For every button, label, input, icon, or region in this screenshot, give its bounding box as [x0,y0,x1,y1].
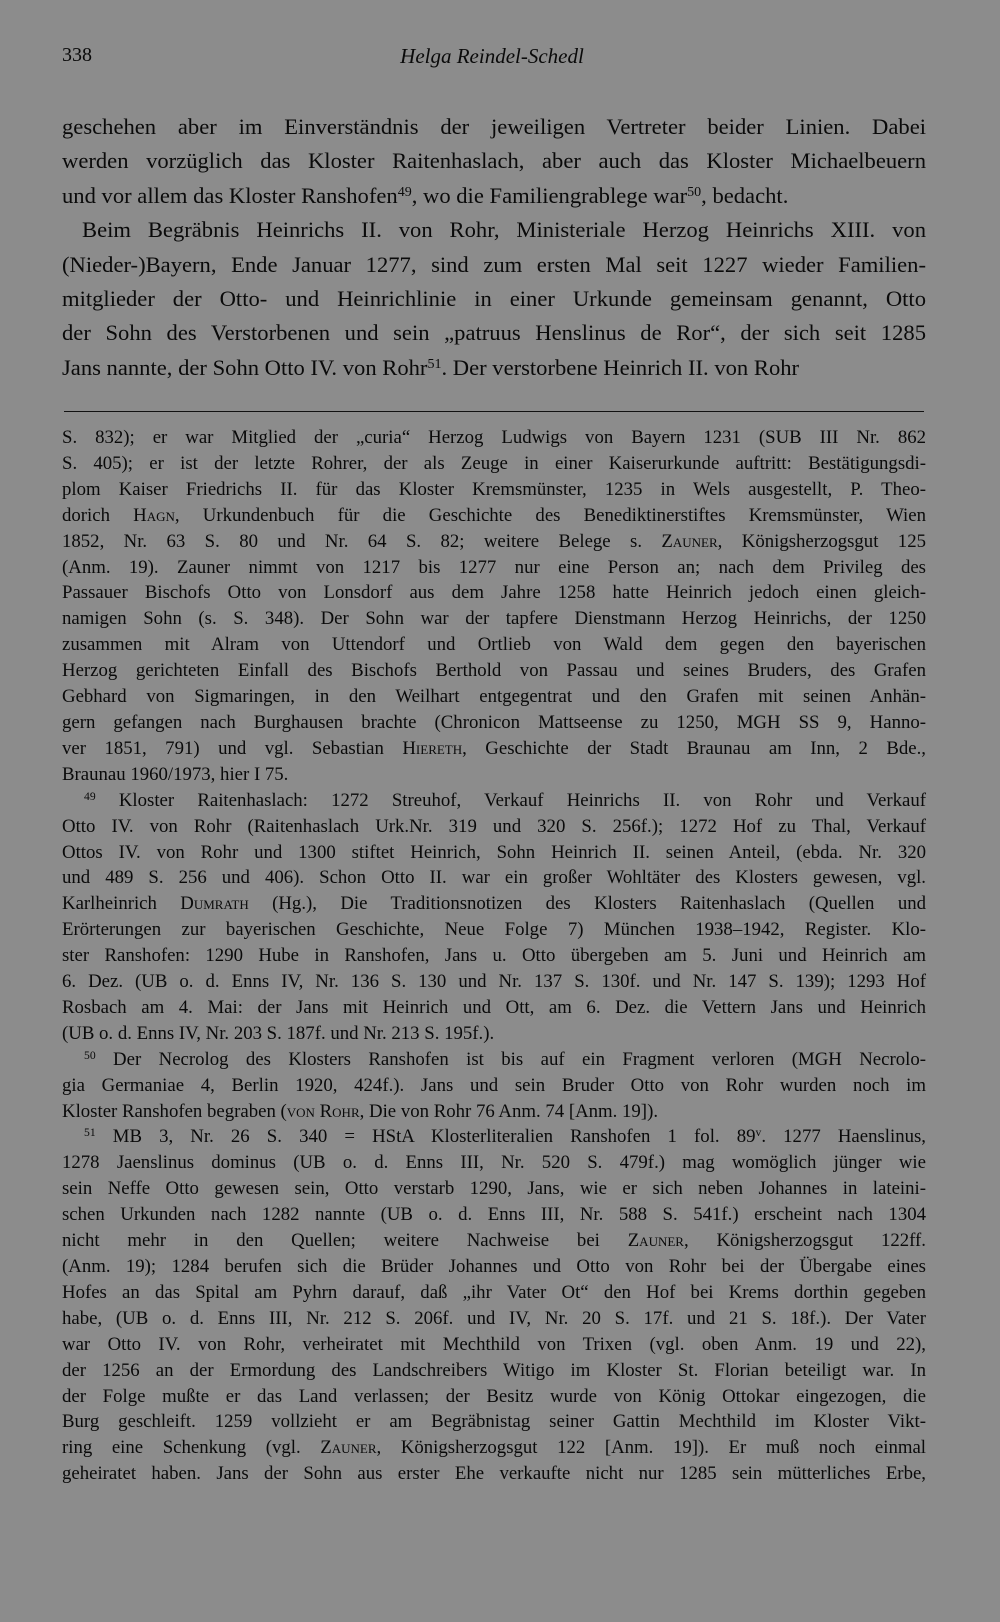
footnote-line: sein Neffe Otto gewesen sein, Otto verstarb 1290, Jans, wie er sich neben Johannes in lateini- [62,1178,926,1200]
author-name: Dumrath [180,893,249,915]
text-span: , bedacht. [701,182,789,208]
text-span: Karlheinrich [62,893,181,915]
text-span: . Der verstorbene Heinrich II. von Rohr [441,354,800,380]
text-line: der Sohn des Verstorbenen und sein „patruus Henslinus de Ror“, der sich seit 1285 [62,320,926,346]
footnote-line: ster Ranshofen: 1290 Hube in Ranshofen, Jans u. Otto übergeben am 5. Juni und Heinrich am [62,945,926,967]
page-number: 338 [62,44,92,66]
text-span: . 1277 Haenslinus, [761,1126,926,1148]
text-span: , Urkundenbuch für die Geschichte des Benediktinerstiftes Kremsmünster, Wien [174,504,926,526]
footnote-line [62,529,926,555]
footnote-line: (Anm. 19); 1284 berufen sich die Brüder Johannes und Otto von Rohr bei der Übergabe eines [62,1256,926,1277]
text-span: , Königsherzogsgut 125 [717,530,926,552]
footnote-line: zusammen mit Alram von Uttendorf und Ortlieb von Wald dem gegen den bayerischen [62,634,926,656]
footnote-line: S. 405); er ist der letzte Rohrer, der als Zeuge in einer Kaiserurkunde auftritt: Bestätigungsdi- [62,452,926,474]
footnote-line: Passauer Bischofs Otto von Lonsdorf aus dem Jahre 1258 hatte Heinrich jedoch einen gleich- [62,582,926,604]
text-span: und vor allem das Kloster Ranshofen [62,182,398,208]
footnote-separator [64,411,924,412]
footnote-line: gia Germaniae 4, Berlin 1920, 424f.). Jans und sein Bruder Otto von Rohr wurden noch im [62,1074,926,1096]
footnote-line: 6. Dez. (UB o. d. Enns IV, Nr. 136 S. 130 und Nr. 137 S. 130f. und Nr. 147 S. 139); 1293 Hof [62,971,926,993]
text-span: , Geschichte der Stadt Braunau am Inn, 2 Bde., [462,737,926,759]
footnote-line: gern gefangen nach Burghausen brachte (Chronicon Mattseense zu 1250, MGH SS 9, Hanno- [62,711,926,733]
footnote-50 [62,1047,926,1073]
folio-verso-mark: v [755,1126,762,1140]
footnote-line: der 1256 an der Ermordung des Landschreibers Witigo im Kloster St. Florian beteiligt war. In [62,1359,926,1381]
text-span: 1852, Nr. 63 S. 80 und Nr. 64 S. 82; weitere Belege s. [62,530,662,552]
footnote-number: 50 [84,1048,96,1062]
footnote-line [62,503,926,529]
text-span: Der Necrolog des Klosters Ranshofen ist bis auf ein Fragment verloren (MGH Necrolo- [95,1048,926,1070]
text-line [62,179,926,213]
footnote-line: Otto IV. von Rohr (Raitenhaslach Urk.Nr. 319 und 320 S. 256f.); 1272 Hof zu Thal, Verkauf [62,815,926,837]
footnote-line [62,1228,926,1254]
text-span: dorich [62,504,134,526]
text-span: , Königsherzogsgut 122 [Anm. 19]). Er muß noch einmal [376,1437,926,1459]
text-span: ver 1851, 791) und vgl. Sebastian [62,737,403,759]
author-name: Zauner [661,530,718,552]
footnote-line: der Folge mußte er das Land verlassen; der Besitz wurde von König Ottokar eingezogen, die [62,1385,926,1407]
text-span: ring eine Schenkung (vgl. [62,1437,321,1459]
author-name: Zauner [627,1230,684,1252]
footnote-line: Ottos IV. von Rohr und 1300 stiftet Heinrich, Sohn Heinrich II. seinen Anteil, (ebda. Nr. 320 [62,841,926,863]
footnote-line [62,736,926,762]
text-line: werden vorzüglich das Kloster Raitenhaslach, aber auch das Kloster Michaelbeuern [62,148,926,174]
footnote-line: (Anm. 19). Zauner nimmt von 1217 bis 1277 nur eine Person an; nach dem Privileg des [62,556,926,578]
footnote-number: 51 [84,1126,96,1140]
footnote-49 [62,788,926,814]
text-span: (Hg.), Die Traditionsnotizen des Klosters Raitenhaslach (Quellen und [248,893,926,915]
footnote-line: geheiratet haben. Jans der Sohn aus erster Ehe verkaufte nicht nur 1285 sein mütterliches Erbe, [62,1463,926,1485]
text-span: Jans nannte, der Sohn Otto IV. von Rohr [62,354,428,380]
text-span: , Königsherzogsgut 122ff. [683,1230,926,1252]
author-name: Zauner [320,1437,377,1459]
footnote-line: S. 832); er war Mitglied der „curia“ Herzog Ludwigs von Bayern 1231 (SUB III Nr. 862 [62,427,926,448]
page-header [62,44,922,74]
main-text [62,110,926,385]
footnote-line: und 489 S. 256 und 406). Schon Otto II. war ein großer Wohltäter des Klosters gewesen, vgl. [62,867,926,889]
text-span: Kloster Raitenhaslach: 1272 Streuhof, Verkauf Heinrichs II. von Rohr und Verkauf [95,789,926,811]
footnote-51 [62,1124,926,1150]
text-span: nicht mehr in den Quellen; weitere Nachweise bei [62,1230,628,1252]
footnote-number: 49 [84,789,96,803]
text-line: Beim Begräbnis Heinrichs II. von Rohr, Ministeriale Herzog Heinrichs XIII. von [82,217,926,243]
text-line: (Nieder-)Bayern, Ende Januar 1277, sind zum ersten Mal seit 1227 wieder Familien- [62,251,926,277]
footnote-line: Gebhard von Sigmaringen, in den Weilhart entgegentrat und den Grafen mit seinen Anhän- [62,686,926,708]
footnote-line [62,1435,926,1461]
footnote-line: Burg geschleift. 1259 vollzieht er am Begräbnistag seiner Gattin Mechthild im Kloster Vikt- [62,1411,926,1433]
footnote-line [62,891,926,917]
text-span: , Die von Rohr 76 Anm. 74 [Anm. 19]). [359,1100,659,1122]
footnote-line: Hofes an das Spital am Pyhrn darauf, daß „ihr Vater Ot“ den Hof bei Krems dorthin gegeben [62,1281,926,1303]
footnote-line: namigen Sohn (s. S. 348). Der Sohn war der tapfere Dienstmann Herzog Heinrichs, der 1250 [62,608,926,630]
footnote-line [62,1099,926,1125]
footnotes [62,425,926,1487]
footnote-line: Herzog gerichteten Einfall des Bischofs Berthold von Passau und seines Bruders, des Grafen [62,660,926,682]
running-head: Helga Reindel-Schedl [400,44,584,68]
text-line [62,351,926,385]
text-span: Kloster Ranshofen begraben ( [62,1100,287,1122]
text-span: , wo die Familiengrablege war [411,182,688,208]
footnote-ref-51[interactable]: 51 [427,356,442,372]
footnote-line: Braunau 1960/1973, hier I 75. [62,763,289,785]
text-line: geschehen aber im Einverständnis der jeweiligen Vertreter beider Linien. Dabei [62,114,926,139]
footnote-line: Rosbach am 4. Mai: der Jans mit Heinrich und Ott, am 6. Dez. die Vettern Jans und Heinrich [62,996,926,1018]
author-name: Hiereth [402,737,463,759]
footnote-ref-50[interactable]: 50 [687,184,702,200]
footnote-line: schen Urkunden nach 1282 nannte (UB o. d. Enns III, Nr. 588 S. 541f.) erscheint nach 1304 [62,1204,926,1226]
footnote-line: plom Kaiser Friedrichs II. für das Kloster Kremsmünster, 1235 in Wels ausgestellt, P. Theo- [62,478,926,500]
footnote-line: Erörterungen zur bayerischen Geschichte, Neue Folge 7) München 1938–1942, Register. Klo- [62,919,926,941]
text-line: mitglieder der Otto- und Heinrichlinie in einer Urkunde gemeinsam genannt, Otto [62,286,926,312]
text-span: MB 3, Nr. 26 S. 340 = HStA Klosterliteralien Ranshofen 1 fol. 89 [95,1126,756,1148]
footnote-line: (UB o. d. Enns IV, Nr. 203 S. 187f. und Nr. 213 S. 195f.). [62,1022,495,1044]
footnote-line: 1278 Jaenslinus dominus (UB o. d. Enns III, Nr. 520 S. 479f.) mag womöglich jünger wie [62,1152,926,1174]
author-name: Hagn [133,504,175,526]
footnote-line: war Otto IV. von Rohr, verheiratet mit Mechthild von Trixen (vgl. oben Anm. 19 und 22), [62,1333,926,1355]
author-name: von Rohr [286,1100,360,1122]
footnote-line: habe, (UB o. d. Enns III, Nr. 212 S. 206f. und IV, Nr. 20 S. 17f. und 21 S. 18f.). Der Vater [62,1307,926,1329]
footnote-ref-49[interactable]: 49 [397,184,412,200]
